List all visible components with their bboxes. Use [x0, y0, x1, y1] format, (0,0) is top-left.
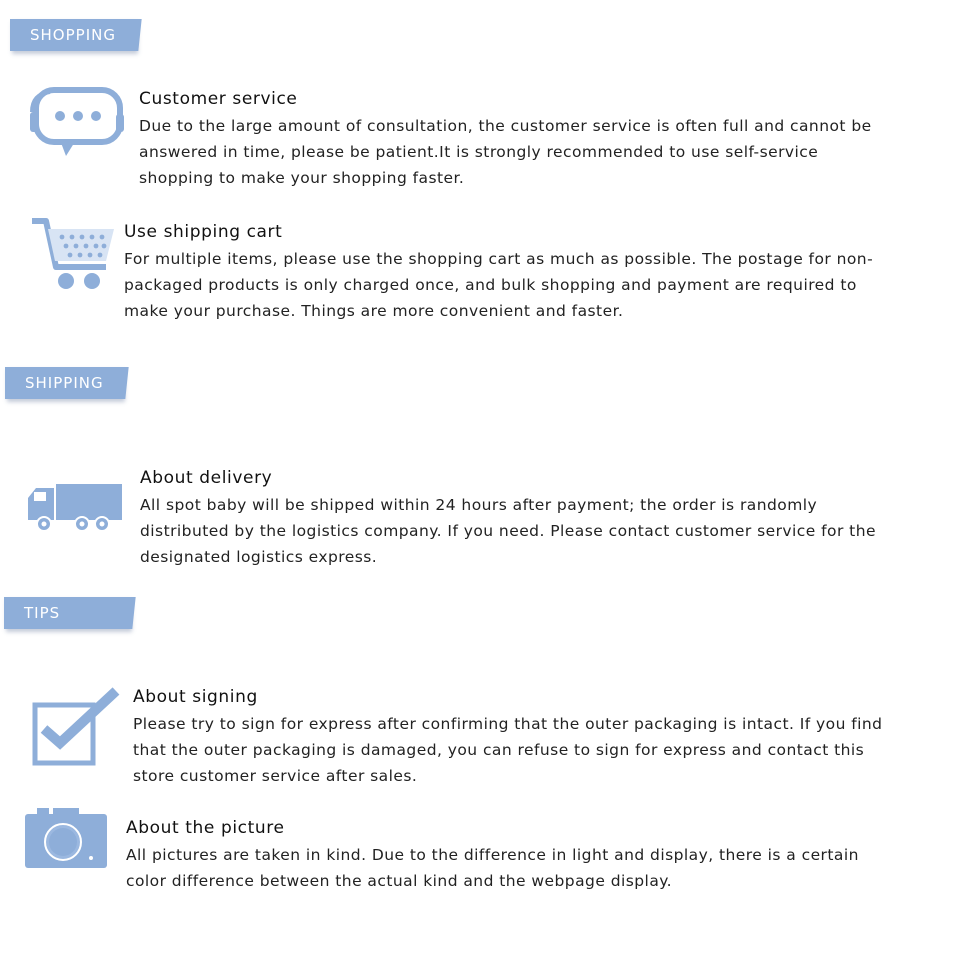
section-tag-tips: TIPS: [4, 597, 130, 629]
delivery-title: About delivery: [140, 468, 273, 488]
chat-bubble-icon: [30, 86, 126, 164]
customer-service-title: Customer service: [139, 89, 298, 109]
customer-service-block: [139, 87, 879, 191]
section-tag-shopping: SHOPPING: [10, 19, 136, 51]
signing-block: [133, 685, 893, 789]
customer-service-text: Due to the large amount of consultation, the customer service is often full and cannot be answered in time, please be patient.It is strongly recommended to use self-service shopping to make your shopping faster.: [139, 117, 872, 187]
delivery-text: All spot baby will be shipped within 24 hours after payment; the order is randomly distributed by the logistics company. If you need. Please contact customer service for the designated logistics express.: [140, 496, 876, 566]
shopping-cart-icon: [30, 217, 116, 295]
delivery-block: [140, 466, 880, 570]
picture-block: [126, 816, 886, 894]
signing-text: Please try to sign for express after confirming that the outer packaging is intact. If you find that the outer packaging is damaged, you can refuse to sign for express and contact this store customer service after sales.: [133, 715, 883, 785]
camera-icon: [23, 806, 109, 874]
signing-title: About signing: [133, 687, 258, 707]
shipping-cart-title: Use shipping cart: [124, 222, 283, 242]
section-tag-shipping: SHIPPING: [5, 367, 123, 399]
shipping-cart-block: [124, 220, 894, 324]
checkbox-icon: [32, 687, 122, 771]
picture-title: About the picture: [126, 818, 285, 838]
shipping-cart-text: For multiple items, please use the shopping cart as much as possible. The postage for non-packaged products is only charged once, and bulk shopping and payment are required to make your purchase. Things are more convenient and faster.: [124, 250, 874, 320]
truck-icon: [26, 482, 124, 540]
picture-text: All pictures are taken in kind. Due to the difference in light and display, there is a certain color difference between the actual kind and the webpage display.: [126, 846, 859, 890]
